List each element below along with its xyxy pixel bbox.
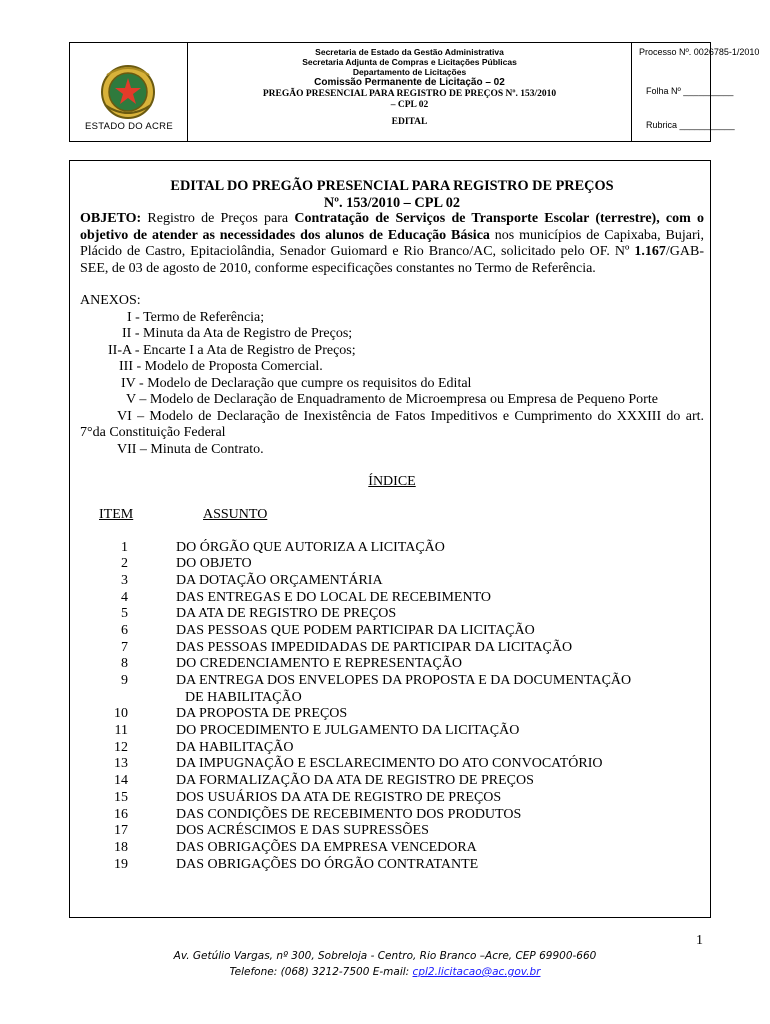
index-item-number: 18 xyxy=(114,839,128,855)
anexo-item: V – Modelo de Declaração de Enquadramento de Microempresa ou Empresa de Pequeno Porte xyxy=(126,392,658,407)
objeto-text: Registro de Preços para xyxy=(141,211,295,226)
index-item-subject: DO CREDENCIAMENTO E REPRESENTAÇÃO xyxy=(176,656,463,672)
index-item-number: 16 xyxy=(114,806,128,822)
index-row xyxy=(80,840,704,857)
index-item-number: 19 xyxy=(114,856,128,872)
index-row xyxy=(80,640,704,657)
index-item-subject: DOS USUÁRIOS DA ATA DE REGISTRO DE PREÇOS xyxy=(176,789,502,805)
index-item-number: 6 xyxy=(121,622,128,638)
header-title-cell xyxy=(188,43,632,141)
index-item-subject: DO OBJETO xyxy=(176,556,252,572)
index-table-header xyxy=(80,507,704,524)
anexo-item: III - Modelo de Proposta Comercial. xyxy=(119,359,323,374)
footer-address: Av. Getúlio Vargas, nº 300, Sobreloja - Centro, Rio Branco –Acre, CEP 69900-660 xyxy=(173,950,597,962)
anexo-item: IV - Modelo de Declaração que cumpre os requisitos do Edital xyxy=(121,375,472,391)
index-row xyxy=(80,573,704,590)
objeto-paragraph xyxy=(80,211,704,277)
index-item-subject: DAS OBRIGAÇÕES DA EMPRESA VENCEDORA xyxy=(176,839,477,855)
index-item-number: 3 xyxy=(121,572,128,588)
index-item-subject: DA FORMALIZAÇÃO DA ATA DE REGISTRO DE PREÇOS xyxy=(176,773,534,789)
index-row xyxy=(80,756,704,773)
index-row xyxy=(80,706,704,723)
footer-contact xyxy=(0,966,770,978)
edital-label: EDITAL xyxy=(391,117,428,127)
index-item-number: 5 xyxy=(121,606,128,622)
header-emblem-cell xyxy=(70,43,188,141)
index-item-subject: DAS ENTREGAS E DO LOCAL DE RECEBIMENTO xyxy=(176,589,491,605)
index-item-subject: DE HABILITAÇÃO xyxy=(185,689,302,705)
index-item-number: 13 xyxy=(114,756,128,772)
index-item-number: 12 xyxy=(114,739,128,755)
header-line: Secretaria de Estado da Gestão Administrativa xyxy=(315,47,504,57)
rubrica-field: Rubrica ___________ xyxy=(646,120,735,130)
anexo-item: VI – Modelo de Declaração de Inexistência de Fatos Impeditivos e Cumprimento do XXXIII do art. 7°da Constituição Federal xyxy=(80,408,704,440)
index-table xyxy=(80,540,704,874)
state-seal-icon xyxy=(97,61,159,123)
index-row xyxy=(80,807,704,824)
index-item-number: 7 xyxy=(121,639,128,655)
index-item-number: 10 xyxy=(114,706,128,722)
index-row xyxy=(80,857,704,874)
index-item-subject: DAS OBRIGAÇÕES DO ÓRGÃO CONTRATANTE xyxy=(176,856,479,872)
index-row xyxy=(80,623,704,640)
index-item-subject: DA DOTAÇÃO ORÇAMENTÁRIA xyxy=(176,572,383,588)
column-assunto: ASSUNTO xyxy=(203,506,268,522)
column-item: ITEM xyxy=(99,506,134,522)
index-item-subject: DA HABILITAÇÃO xyxy=(176,739,294,755)
document-header xyxy=(69,42,760,142)
pregao-title-cont: – CPL 02 xyxy=(390,100,429,110)
pregao-title: PREGÃO PRESENCIAL PARA REGISTRO DE PREÇOS Nº. 153/2010 xyxy=(262,89,557,99)
folha-field: Folha Nº __________ xyxy=(646,86,734,96)
commission-title: Comissão Permanente de Licitação – 02 xyxy=(314,77,505,88)
index-item-number: 8 xyxy=(121,656,128,672)
process-number: Processo Nº. 0026785-1/2010 xyxy=(639,47,760,57)
index-item-subject: DO ÓRGÃO QUE AUTORIZA A LICITAÇÃO xyxy=(176,539,445,555)
index-row xyxy=(80,556,704,573)
index-row xyxy=(80,690,704,707)
email-link[interactable]: cpl2.licitacao@ac.gov.br xyxy=(412,966,541,978)
anexo-item: II - Minuta da Ata de Registro de Preços; xyxy=(122,326,353,341)
index-row xyxy=(80,590,704,607)
objeto-text: /GAB-SEE, de 03 de agosto de 2010, conforme especificações constantes no Termo de Referência. xyxy=(80,244,704,276)
index-item-subject: DAS CONDIÇÕES DE RECEBIMENTO DOS PRODUTOS xyxy=(176,806,522,822)
page-number: 1 xyxy=(696,933,703,948)
anexo-item: I - Termo de Referência; xyxy=(127,309,265,325)
index-item-subject: DA PROPOSTA DE PREÇOS xyxy=(176,706,348,722)
index-item-subject: DA ATA DE REGISTRO DE PREÇOS xyxy=(176,606,397,622)
index-row xyxy=(80,740,704,757)
index-item-number: 9 xyxy=(121,673,128,688)
index-row xyxy=(80,656,704,673)
anexos-label: ANEXOS: xyxy=(80,293,141,308)
header-line: Departamento de Licitações xyxy=(352,67,467,77)
objeto-label: OBJETO: xyxy=(80,211,142,226)
index-row xyxy=(80,773,704,790)
index-item-subject: DO PROCEDIMENTO E JULGAMENTO DA LICITAÇÃO xyxy=(176,723,520,739)
index-row xyxy=(80,823,704,840)
index-item-subject: DA IMPUGNAÇÃO E ESCLARECIMENTO DO ATO CONVOCATÓRIO xyxy=(176,756,603,772)
indice-heading: ÍNDICE xyxy=(368,474,416,489)
index-item-subject: DAS PESSOAS QUE PODEM PARTICIPAR DA LICITAÇÃO xyxy=(176,622,535,638)
edital-number: Nº. 153/2010 – CPL 02 xyxy=(323,194,461,211)
objeto-text: nos municípios de Capixaba, Bujari, Plácido de Castro, Epitaciolândia, Senador Guiomard e Rio Branco/AC, solicitado pelo OF. Nº xyxy=(80,227,705,259)
anexo-item: VII – Minuta de Contrato. xyxy=(117,441,264,457)
anexos-list xyxy=(80,310,704,459)
edital-title: EDITAL DO PREGÃO PRESENCIAL PARA REGISTRO DE PREÇOS xyxy=(170,178,614,194)
header-process-cell xyxy=(632,43,760,141)
emblem-label: ESTADO DO ACRE xyxy=(85,121,173,132)
footer-phone: Telefone: (068) 3212-7500 E-mail: xyxy=(229,966,413,978)
anexo-item: II-A - Encarte I a Ata de Registro de Preços; xyxy=(108,342,356,358)
index-item-number: 14 xyxy=(114,773,128,789)
edital-body xyxy=(69,160,711,918)
index-item-number: 4 xyxy=(121,589,128,605)
index-item-number: 2 xyxy=(121,556,128,572)
objeto-bold: Contratação de Serviços de Transporte Escolar (terrestre), com o objetivo de atender as necessidades dos alunos de Educação Básica xyxy=(80,211,705,243)
index-row xyxy=(80,673,704,690)
header-line: Secretaria Adjunta de Compras e Licitações Públicas xyxy=(302,57,517,67)
index-row xyxy=(80,540,704,557)
index-item-number: 1 xyxy=(121,539,128,555)
index-row xyxy=(80,723,704,740)
index-item-number: 11 xyxy=(114,723,128,739)
index-item-subject: DA ENTREGA DOS ENVELOPES DA PROPOSTA E DA DOCUMENTAÇÃO xyxy=(176,673,632,688)
index-item-number: 17 xyxy=(114,823,128,839)
index-item-number: 15 xyxy=(114,789,128,805)
index-item-subject: DAS PESSOAS IMPEDIDADAS DE PARTICIPAR DA LICITAÇÃO xyxy=(176,639,573,655)
index-item-subject: DOS ACRÉSCIMOS E DAS SUPRESSÕES xyxy=(176,823,429,839)
oficio-number: 1.167 xyxy=(634,244,666,259)
index-row xyxy=(80,790,704,807)
index-row xyxy=(80,606,704,623)
